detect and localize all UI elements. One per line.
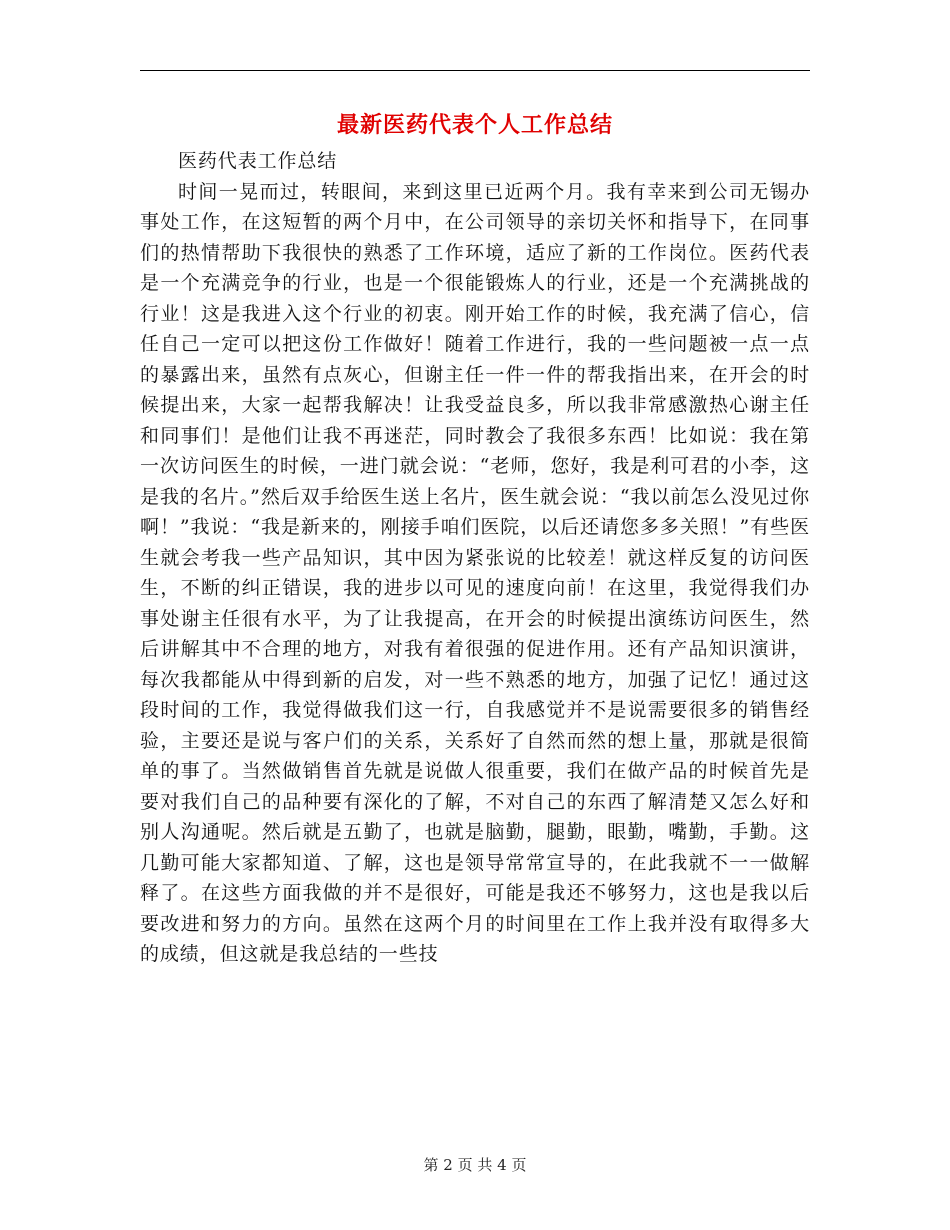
document-title: 最新医药代表个人工作总结 <box>336 112 613 138</box>
body-paragraph: 时间一晃而过，转眼间，来到这里已近两个月。我有幸来到公司无锡办事处工作，在这短暂的两个月中，在公司领导的亲切关怀和指导下，在同事们的热情帮助下我很快的熟悉了工作环境，适应了新的工作岗位。医药代表是一个充满竞争的行业，也是一个很能锻炼人的行业，还是一个充满挑战的行业！这是我进入这个行业的初衷。刚开始工作的时候，我充满了信心，信任自己一定可以把这份工作做好！随着工作进行，我的一些问题被一点一点的暴露出来，虽然有点灰心，但谢主任一件一件的帮我指出来，在开会的时候提出来，大家一起帮我解决！让我受益良多，所以我非常感激热心谢主任和同事们！是他们让我不再迷茫，同时教会了我很多东西！比如说：我在第一次访问医生的时候，一进门就会说：“老师，您好，我是利可君的小李，这是我的名片。”然后双手给医生送上名片，医生就会说：“我以前怎么没见过你啊！”我说：“我是新来的，刚接手咱们医院，以后还请您多多关照！”有些医生就会考我一些产品知识，其中因为紧张说的比较差！就这样反复的访问医生，不断的纠正错误，我的进步以可见的速度向前！在这里，我觉得我们办事处谢主任很有水平，为了让我提高，在开会的时候提出演练访问医生，然后讲解其中不合理的地方，对我有着很强的促进作用。还有产品知识演讲，每次我都能从中得到新的启发，对一些不熟悉的地方，加强了记忆！通过这段时间的工作，我觉得做我们这一行，自我感觉并不是说需要很多的销售经验，主要还是说与客户们的关系，关系好了自然而然的想上量，那就是很简单的事了。当然做销售首先就是说做人很重要，我们在做产品的时候首先是要对我们自己的品种要有深化的了解，不对自己的东西了解清楚又怎么好和别人沟通呢。然后就是五勤了，也就是脑勤，腿勤，眼勤，嘴勤，手勤。这几勤可能大家都知道、了解，这也是领导常常宣导的，在此我就不一一做解释了。在这些方面我做的并不是很好，可能是我还不够努力，这也是我以后要改进和努力的方向。虽然在这两个月的时间里在工作上我并没有取得多大的成绩，但这就是我总结的一些技 <box>140 180 810 965</box>
header-rule <box>140 70 810 71</box>
document-body <box>140 146 810 970</box>
page-number-footer: 第 2 页 共 4 页 <box>423 1156 527 1174</box>
subheading: 医药代表工作总结 <box>178 150 338 172</box>
